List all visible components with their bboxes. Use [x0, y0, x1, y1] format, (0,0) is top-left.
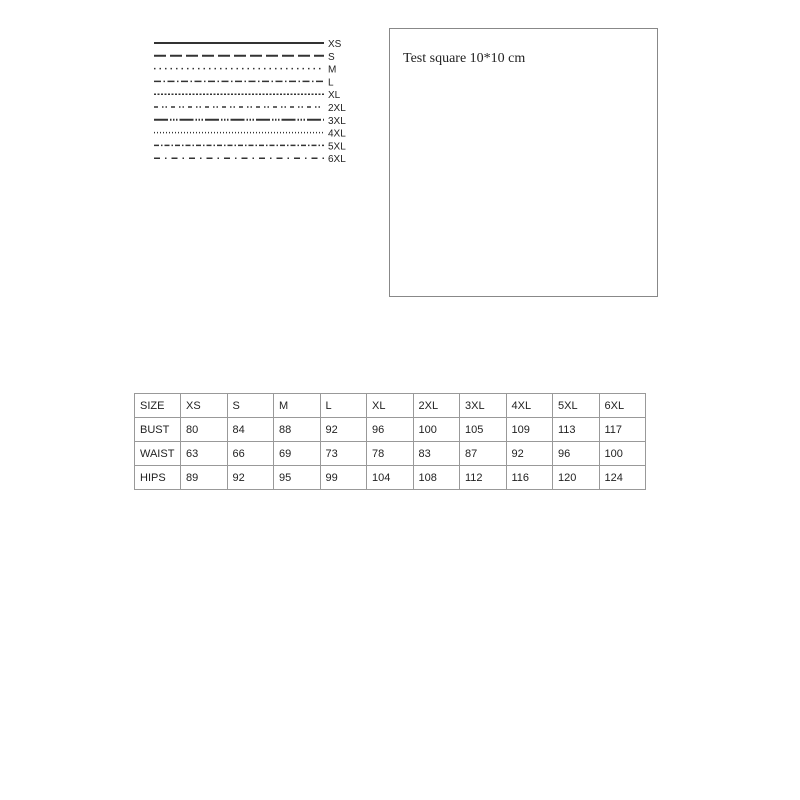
legend-label: 2XL: [328, 103, 346, 114]
table-cell: 92: [227, 466, 274, 490]
table-cell: 80: [181, 418, 228, 442]
legend-item: [154, 52, 335, 63]
legend-label: XL: [328, 90, 341, 102]
legend-graphic: [150, 36, 360, 166]
table-cell: 78: [367, 442, 414, 466]
table-cell: S: [227, 394, 274, 418]
table-cell: 2XL: [413, 394, 460, 418]
table-cell: 120: [553, 466, 600, 490]
table-row: [135, 442, 646, 466]
table-cell: 113: [553, 418, 600, 442]
size-line-legend: [150, 36, 360, 166]
table-cell: 96: [367, 418, 414, 442]
table-cell: 63: [181, 442, 228, 466]
legend-item: [154, 90, 341, 101]
table-cell: L: [320, 394, 367, 418]
legend-label: M: [328, 64, 337, 76]
legend-item: [154, 39, 342, 50]
test-square-label: Test square 10*10 cm: [403, 51, 526, 66]
table-cell: 95: [274, 466, 321, 490]
table-cell: 4XL: [506, 394, 553, 418]
table-cell: 5XL: [553, 394, 600, 418]
legend-item: [154, 154, 346, 165]
table-cell: 108: [413, 466, 460, 490]
table-cell: 92: [320, 418, 367, 442]
table-cell: XL: [367, 394, 414, 418]
legend-label: 5XL: [328, 141, 346, 153]
legend-item: [154, 116, 346, 127]
table-cell: 88: [274, 418, 321, 442]
table-cell: 3XL: [460, 394, 507, 418]
table-cell: M: [274, 394, 321, 418]
table-cell: 6XL: [599, 394, 646, 418]
legend-label: 4XL: [328, 128, 346, 140]
table-cell: 96: [553, 442, 600, 466]
legend-label: S: [328, 51, 335, 63]
row-header-cell: WAIST: [135, 442, 181, 466]
table-cell: XS: [181, 394, 228, 418]
legend-label: 3XL: [328, 115, 346, 127]
legend-item: [154, 129, 346, 140]
legend-label: 6XL: [328, 154, 346, 166]
table-cell: 69: [274, 442, 321, 466]
row-header-cell: SIZE: [135, 394, 181, 418]
table-cell: 104: [367, 466, 414, 490]
table-cell: 100: [413, 418, 460, 442]
legend-item: [154, 65, 336, 76]
table-cell: 84: [227, 418, 274, 442]
table-cell: 92: [506, 442, 553, 466]
table-cell: 87: [460, 442, 507, 466]
table-cell: 100: [599, 442, 646, 466]
table-row: [135, 466, 646, 490]
table-cell: 109: [506, 418, 553, 442]
table-cell: 116: [506, 466, 553, 490]
table-cell: 124: [599, 466, 646, 490]
table-cell: 73: [320, 442, 367, 466]
table-cell: 66: [227, 442, 274, 466]
test-square: [389, 28, 658, 297]
legend-label: L: [328, 77, 334, 89]
legend-label: XS: [328, 39, 342, 50]
legend-item: [154, 141, 346, 152]
legend-item: [154, 103, 346, 114]
row-header-cell: BUST: [135, 418, 181, 442]
table-header-row: [135, 394, 646, 418]
table-row: [135, 418, 646, 442]
table-cell: 99: [320, 466, 367, 490]
row-header-cell: HIPS: [135, 466, 181, 490]
table-cell: 117: [599, 418, 646, 442]
legend-item: [154, 77, 334, 88]
size-chart-table: [134, 393, 646, 490]
table-cell: 89: [181, 466, 228, 490]
table-cell: 105: [460, 418, 507, 442]
table-cell: 112: [460, 466, 507, 490]
table-cell: 83: [413, 442, 460, 466]
